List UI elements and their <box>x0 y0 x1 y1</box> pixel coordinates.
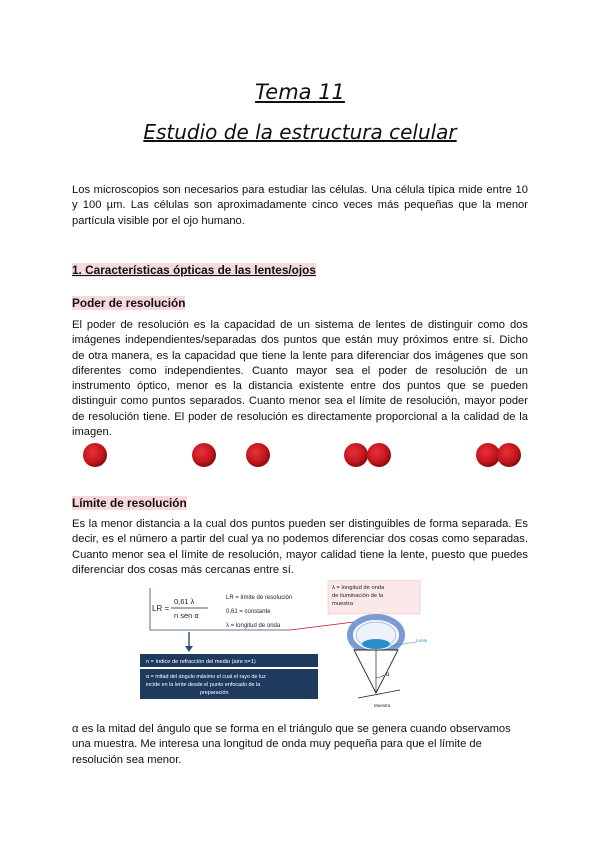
page-title: Tema 11 <box>255 80 345 104</box>
cone-lens-label: Lente <box>416 638 428 643</box>
legend-constant: 0,61 = constante <box>226 609 271 615</box>
subsection-heading-poder <box>72 296 185 310</box>
cell-dot <box>344 443 368 467</box>
alpha-paragraph: α es la mitad del ángulo que se forma en el triángulo que se genera cuando observamos una muestra. Me interesa una longitud de onda muy pequeña para que el límite de resolución sea menor. <box>72 723 511 766</box>
section-heading <box>72 263 316 277</box>
intro-paragraph: Los microscopios son necesarios para estudiar las células. Una célula típica mide entre 10 y 100 µm. Las células son aproximadamente cinco veces más pequeñas que la menor partícula visible por el ojo humano. <box>72 184 528 227</box>
cell-dot <box>476 443 500 467</box>
cell-dot <box>497 443 521 467</box>
alpha-definition-line3: preparación <box>200 690 229 696</box>
cell-dot <box>192 443 216 467</box>
cell-dot <box>367 443 391 467</box>
page-subtitle: Estudio de la estructura celular <box>143 120 457 144</box>
sample-line <box>358 690 400 698</box>
section-heading-text: 1. Características ópticas de las lentes/ojos <box>72 263 316 277</box>
cone-alpha-label: α <box>386 672 390 678</box>
legend-lambda: λ = longitud de onda <box>226 623 281 629</box>
legend-lr: LR = límite de resolución <box>226 595 293 601</box>
limite-paragraph: Es la menor distancia a la cual dos puntos pueden ser distinguibles de forma separada. Es decir, es el número a partir del cual ya no podemos diferenciar dos cosas como separadas. Cuanto menor sea el límite de resolución, mayor calidad tiene la lente, puesto que puedes diferenciar dos cosas más cercanas entre sí. <box>72 518 528 576</box>
subsection-heading-limite-text: Límite de resolución <box>72 496 187 510</box>
alpha-definition-line2: incide en la lente desde el punto enfocado de la <box>146 682 261 688</box>
subsection-heading-poder-text: Poder de resolución <box>72 296 186 310</box>
lambda-note-line1: λ = longitud de onda <box>332 585 385 591</box>
lambda-note-line3: muestra <box>332 601 353 607</box>
objective-cone-diagram <box>336 580 456 710</box>
n-definition-text: n = índice de refracción del medio (aire n=1) <box>146 659 256 665</box>
poder-paragraph: El poder de resolución es la capacidad de un sistema de lentes de distinguir como dos imágenes independientes/separadas dos puntos que están muy próximos entre sí. Dicho de otra manera, es la capacidad que tiene la lente para diferenciar dos imágenes que son diferentes como independientes. Cuanto mayor sea el poder de resolución de un instrumento óptico, menor es la distancia existente entre dos puntos que se pueden distinguir como puntos separados. Cuanto menor sea el límite de resolución, mayor poder de resolución tiene. El poder de resolución es directamente proporcional a la calidad de la imagen. <box>72 319 528 439</box>
cell-dot <box>83 443 107 467</box>
formula-denominator: n sen α <box>174 611 199 620</box>
subsection-heading-limite <box>72 496 187 510</box>
lens-glass <box>362 639 390 649</box>
down-arrow-head <box>185 646 193 652</box>
formula-numerator: 0,61 λ <box>174 597 195 606</box>
formula-lr: LR = <box>152 604 170 613</box>
resolution-dots-illustration <box>0 438 600 472</box>
alpha-definition-line1: α = mitad del ángulo máximo el cual el rayo de luz <box>146 674 266 680</box>
lambda-note-line2: de iluminación de la <box>332 593 384 599</box>
cell-dot <box>246 443 270 467</box>
cone-sample-label: Muestra <box>374 703 391 708</box>
